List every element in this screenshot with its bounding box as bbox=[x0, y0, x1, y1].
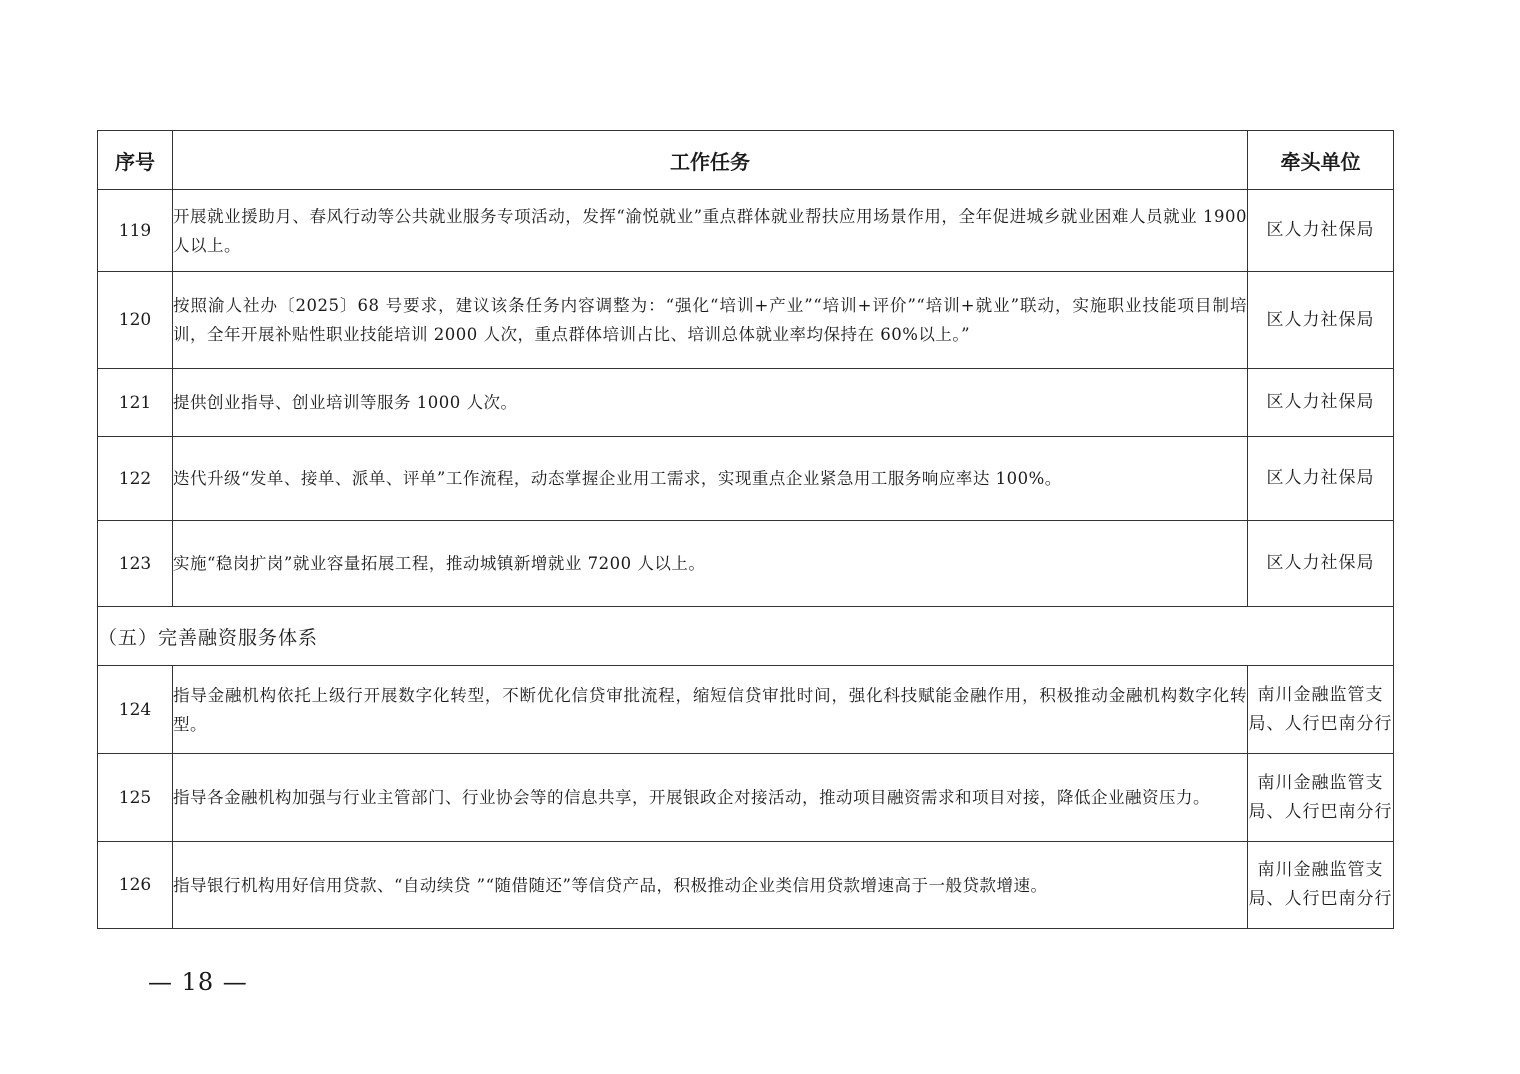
header-no: 序号 bbox=[98, 131, 173, 190]
row-number: 125 bbox=[98, 754, 173, 842]
page-number: — 18 — bbox=[148, 968, 248, 996]
table-row bbox=[98, 369, 1394, 437]
section-row bbox=[98, 607, 1394, 666]
row-task: 指导银行机构用好信用贷款、“自动续贷 ”“随借随还”等信贷产品，积极推动企业类信用贷款增速高于一般贷款增速。 bbox=[173, 842, 1248, 929]
row-lead: 区人力社保局 bbox=[1248, 521, 1394, 607]
table-row bbox=[98, 272, 1394, 369]
row-number: 121 bbox=[98, 369, 173, 437]
row-task: 迭代升级“发单、接单、派单、评单”工作流程，动态掌握企业用工需求，实现重点企业紧急用工服务响应率达 100%。 bbox=[173, 437, 1248, 521]
row-number: 123 bbox=[98, 521, 173, 607]
table-header-row bbox=[98, 131, 1394, 190]
row-lead: 区人力社保局 bbox=[1248, 369, 1394, 437]
row-number: 122 bbox=[98, 437, 173, 521]
row-lead: 区人力社保局 bbox=[1248, 437, 1394, 521]
row-task: 实施“稳岗扩岗”就业容量拓展工程，推动城镇新增就业 7200 人以上。 bbox=[173, 521, 1248, 607]
row-task: 提供创业指导、创业培训等服务 1000 人次。 bbox=[173, 369, 1248, 437]
row-lead: 区人力社保局 bbox=[1248, 272, 1394, 369]
row-number: 124 bbox=[98, 666, 173, 754]
section-heading: （五）完善融资服务体系 bbox=[98, 607, 1394, 666]
table-row bbox=[98, 437, 1394, 521]
task-table bbox=[97, 130, 1394, 929]
row-number: 126 bbox=[98, 842, 173, 929]
row-task: 按照渝人社办〔2025〕68 号要求，建议该条任务内容调整为：“强化“培训+产业”“培训+评价”“培训+就业”联动，实施职业技能项目制培训，全年开展补贴性职业技能培训 2000 人次，重点群体培训占比、培训总体就业率均保持在 60%以上。” bbox=[173, 272, 1248, 369]
header-task: 工作任务 bbox=[173, 131, 1248, 190]
row-number: 120 bbox=[98, 272, 173, 369]
table-row bbox=[98, 754, 1394, 842]
row-task: 指导各金融机构加强与行业主管部门、行业协会等的信息共享，开展银政企对接活动，推动项目融资需求和项目对接，降低企业融资压力。 bbox=[173, 754, 1248, 842]
table-row bbox=[98, 842, 1394, 929]
row-task: 指导金融机构依托上级行开展数字化转型，不断优化信贷审批流程，缩短信贷审批时间，强化科技赋能金融作用，积极推动金融机构数字化转型。 bbox=[173, 666, 1248, 754]
row-lead: 区人力社保局 bbox=[1248, 190, 1394, 272]
table-row bbox=[98, 521, 1394, 607]
row-lead: 南川金融监管支局、人行巴南分行 bbox=[1248, 842, 1394, 929]
table-row bbox=[98, 190, 1394, 272]
table-row bbox=[98, 666, 1394, 754]
header-lead: 牵头单位 bbox=[1248, 131, 1394, 190]
row-number: 119 bbox=[98, 190, 173, 272]
row-task: 开展就业援助月、春风行动等公共就业服务专项活动，发挥“渝悦就业”重点群体就业帮扶应用场景作用，全年促进城乡就业困难人员就业 1900 人以上。 bbox=[173, 190, 1248, 272]
row-lead: 南川金融监管支局、人行巴南分行 bbox=[1248, 754, 1394, 842]
row-lead: 南川金融监管支局、人行巴南分行 bbox=[1248, 666, 1394, 754]
